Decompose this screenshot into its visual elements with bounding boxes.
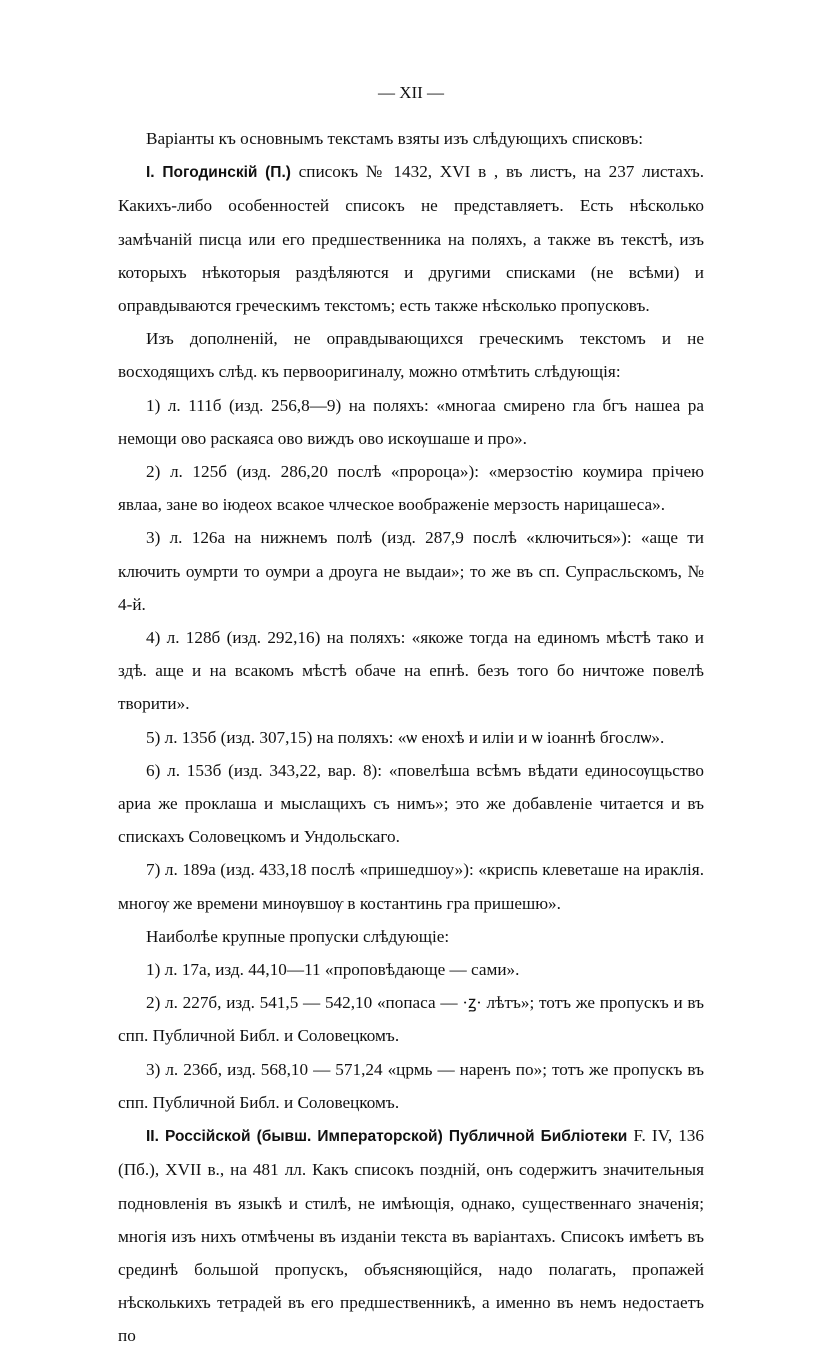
section-2-paragraph [118,1119,704,1352]
addition-item-7: 7) л. 189а (изд. 433,18 послѣ «пришедшоу»): «криспь клеветаше на ираклія. многѹ же времени минѹвшѹ в костантинь гра пришешю». [118,860,704,913]
page [118,78,704,1353]
section-1-text: списокъ № 1432, XVI в , въ листъ, на 237 листахъ. Какихъ-либо особенностей списокъ не представляетъ. Есть нѣсколько замѣчаній писца или его предшественника на поляхъ, а также въ текстѣ, изъ которыхъ нѣкоторыя раздѣляются и другими списками (не всѣми) и оправдываются греческимъ текстомъ; есть также нѣсколько пропусковъ. [118,162,705,316]
additions-intro: Изъ дополненій, не оправдывающихся греческимъ текстомъ и не восходящихъ слѣд. къ первооригиналу, можно отмѣтить слѣдующія: [118,329,704,382]
section-1-paragraph [118,155,704,322]
omission-item-3: 3) л. 236б, изд. 568,10 — 571,24 «црмь — наренъ по»; тотъ же пропускъ въ спп. Публичной Библ. и Соловецкомъ. [118,1059,704,1112]
page-number: — XII — [377,83,445,102]
addition-item-4: 4) л. 128б (изд. 292,16) на поляхъ: «якоже тогда на единомъ мѣстѣ тако и здѣ. аще и на всакомъ мѣстѣ обаче на епнѣ. безъ того бо ничтоже повелѣ творити». [118,628,704,714]
omissions-intro: Наиболѣе крупные пропуски слѣдующіе: [146,926,450,946]
addition-item-2: 2) л. 125б (изд. 286,20 послѣ «пророца»): «мерзостію коумира прічею явлаа, зане во іюдеох всакое члческое воображеніе мерзость нарицашеса». [118,462,704,515]
omission-item-2: 2) л. 227б, изд. 541,5 — 542,10 «попаса — ·ꙁ· лѣтъ»; тотъ же пропускъ и въ спп. Публичной Библ. и Соловецкомъ. [118,993,704,1046]
addition-item-6: 6) л. 153б (изд. 343,22, вар. 8): «повелѣша всѣмъ вѣдати единосѹщьство ариа же проклаша и мыслащихъ съ нимъ»; это же добавленіе читается и въ спискахъ Соловецкомъ и Ундольскаго. [118,760,704,847]
intro-paragraph: Варіанты къ основнымъ текстамъ взяты изъ слѣдующихъ списковъ: [146,129,644,148]
addition-item-3: 3) л. 126а на нижнемъ полѣ (изд. 287,9 послѣ «ключиться»): «аще ти ключить оумрти то оумри а дроуга не выдаи»; то же въ сп. Супрасльскомъ, № 4-й. [118,528,704,614]
omission-item-1: 1) л. 17а, изд. 44,10—11 «проповѣдающе — сами». [146,960,520,980]
section-2-label: II. Россійской (бывш. Императорской) Публичной Библіотеки [146,1128,628,1146]
section-1-label: I. Погодинскій (П.) [146,164,291,182]
addition-item-1: 1) л. 111б (изд. 256,8—9) на поляхъ: «многаа смирено гла бгъ нашеа ра немощи ово раскаяса ово виждъ ово искѹшаше и про». [118,395,704,448]
addition-item-5: 5) л. 135б (изд. 307,15) на поляхъ: «ѡ енохѣ и иліи и ѡ іоаннѣ бгослѡ». [146,727,665,747]
section-2-text: F. IV, 136 (Пб.), XVII в., на 481 лл. Какъ списокъ поздній, онъ содержитъ значительныя подновленія въ языкѣ и стилѣ, не имѣющія, однако, существеннаго значенія; многія изъ нихъ отмѣчены въ изданіи текста въ варіантахъ. Списокъ имѣетъ въ срединѣ большой пропускъ, объясняющійся, надо полагать, пропажей нѣсколькихъ тетрадей въ его предшественникѣ, а именно въ немъ недостаетъ по [118,1126,704,1346]
